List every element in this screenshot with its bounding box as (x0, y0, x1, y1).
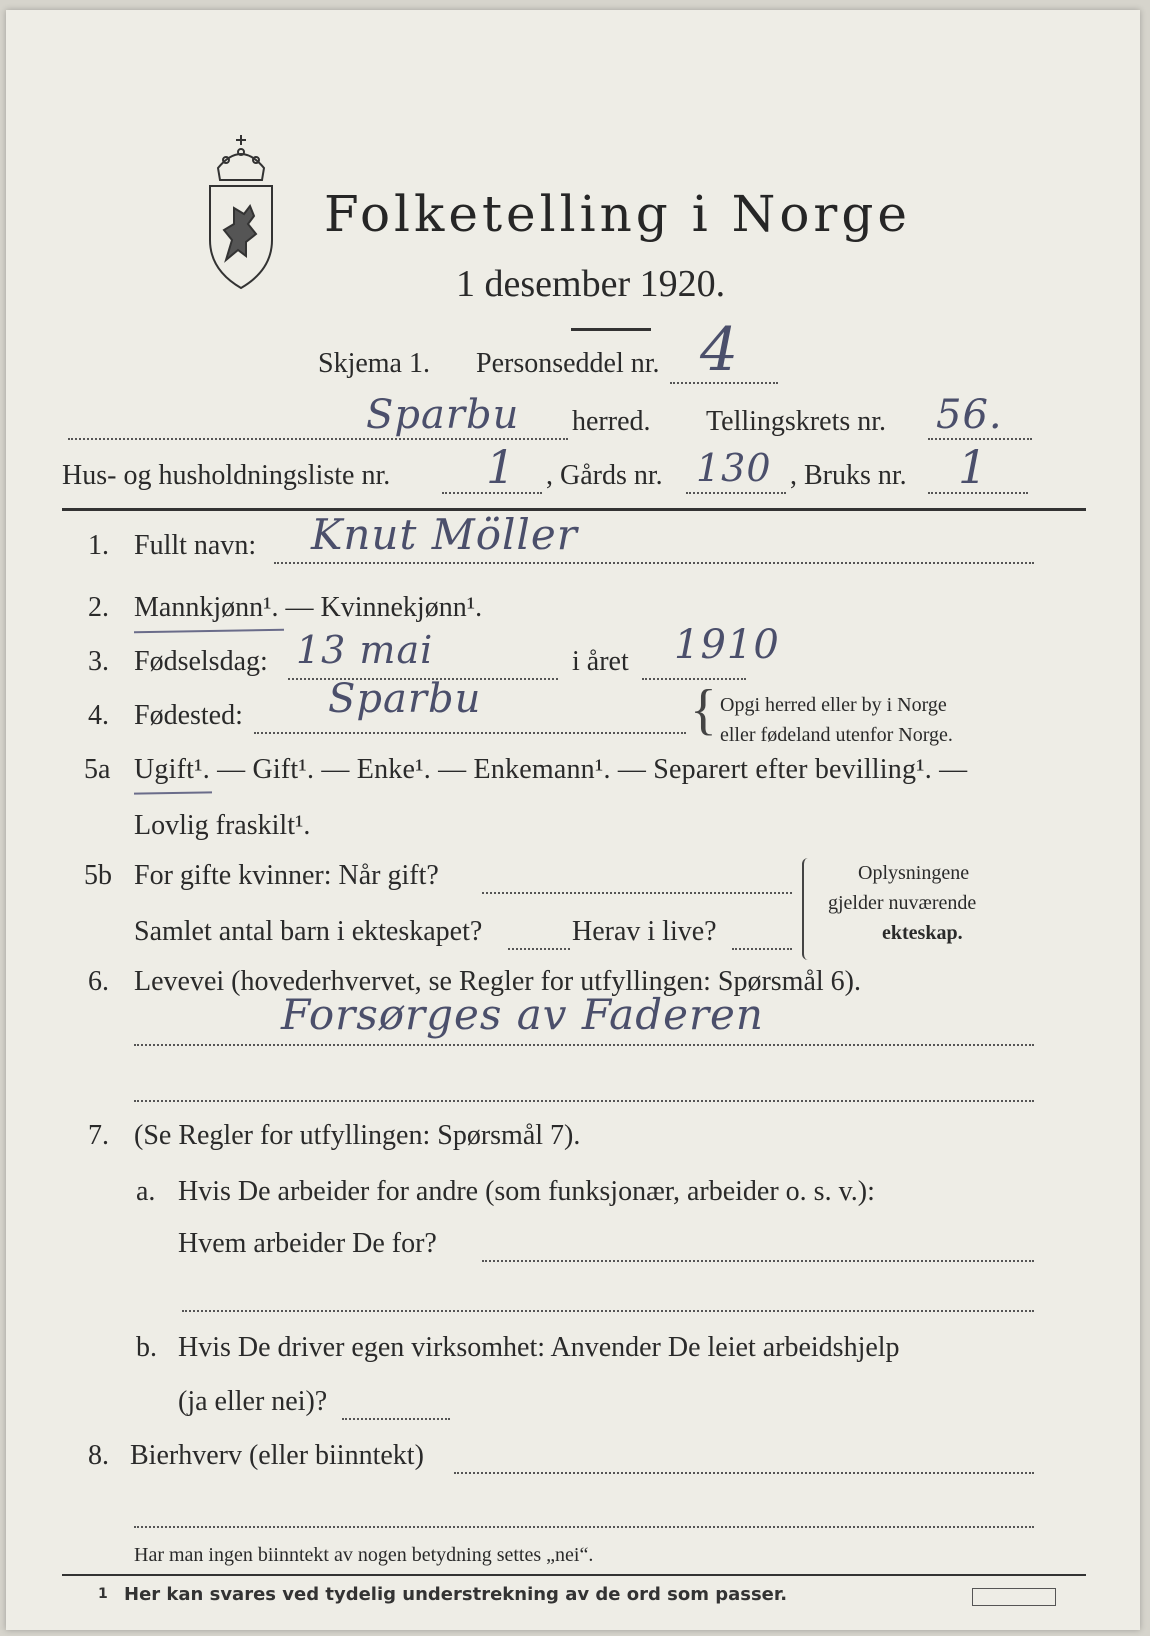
husholdningsliste-value: 1 (486, 440, 517, 494)
tellingskrets-label: Tellingskrets nr. (706, 406, 887, 437)
census-form (6, 10, 1140, 1630)
q5b-note-1: Oplysningene (858, 862, 970, 884)
footnote-mark: 1 (98, 1586, 108, 1602)
q5a-number: 5a (84, 754, 111, 785)
children-alive-field[interactable] (732, 948, 792, 950)
birthplace-note-1: Opgi herred eller by i Norge (720, 694, 947, 716)
q5b-note-3: ekteskap. (882, 922, 963, 944)
footer-note: Har man ingen biinntekt av nogen betydning settes „nei“. (134, 1544, 594, 1566)
tellingskrets-value: 56. (936, 392, 1003, 438)
bruks-value: 1 (958, 440, 989, 494)
children-total-field[interactable] (508, 948, 570, 950)
q5b-married-when-label: For gifte kvinner: Når gift? (134, 860, 439, 891)
q6-label: Levevei (hovederhvervet, se Regler for utfyllingen: Spørsmål 6). (134, 966, 861, 997)
q8-number: 8. (88, 1440, 109, 1471)
mannkjonn-underline (134, 629, 284, 634)
herred-label: herred. (572, 406, 651, 437)
q7b-line-2: (ja eller nei)? (178, 1386, 328, 1417)
birthplace-note-2: eller fødeland utenfor Norge. (720, 724, 953, 746)
footer-divider (62, 1574, 1086, 1576)
personseddel-value: 4 (700, 315, 740, 385)
q8-label: Bierhverv (eller biinntekt) (130, 1440, 424, 1471)
q1-label: Fullt navn: (134, 530, 257, 561)
personseddel-label: Personseddel nr. (476, 348, 660, 379)
q7-number: 7. (88, 1120, 109, 1151)
birthday-value: 13 mai (296, 628, 434, 672)
q5b-alive-label: Herav i live? (572, 916, 717, 947)
birthplace-field[interactable] (254, 732, 686, 734)
occupation-field-1[interactable] (134, 1044, 1034, 1046)
hired-help-field[interactable] (342, 1418, 450, 1420)
side-income-field-1[interactable] (454, 1472, 1034, 1474)
occupation-field-2[interactable] (134, 1100, 1034, 1102)
q4-label: Fødested: (134, 700, 243, 731)
gards-value: 130 (696, 446, 772, 490)
q5b-children-label: Samlet antal barn i ekteskapet? (134, 916, 483, 947)
q5b-bracket (802, 858, 814, 960)
q5a-options-1: Ugift¹. — Gift¹. — Enke¹. — Enkemann¹. — Separert efter bevilling¹. — (134, 754, 968, 785)
birthplace-brace: { (690, 679, 717, 741)
q3-number: 3. (88, 646, 109, 677)
employer-field-1[interactable] (482, 1260, 1034, 1262)
q3-label: Fødselsdag: (134, 646, 268, 677)
form-date: 1 desember 1920. (456, 263, 726, 305)
q7-label: (Se Regler for utfyllingen: Spørsmål 7). (134, 1120, 581, 1151)
skjema-label: Skjema 1. (318, 348, 430, 379)
birth-year-value: 1910 (674, 622, 780, 668)
title-divider (571, 328, 651, 331)
employer-field-2[interactable] (182, 1310, 1034, 1312)
footnote-text: Her kan svares ved tydelig understrekning av de ord som passer. (124, 1584, 788, 1605)
norwegian-coat-of-arms-icon (196, 130, 286, 295)
q1-number: 1. (88, 530, 109, 561)
side-income-field-2[interactable] (134, 1526, 1034, 1528)
ugift-underline (134, 791, 212, 794)
q4-number: 4. (88, 700, 109, 731)
gards-label: , Gårds nr. (546, 460, 663, 491)
herred-value: Sparbu (366, 392, 520, 438)
full-name-value: Knut Möller (311, 510, 578, 559)
full-name-field[interactable] (274, 562, 1034, 564)
bruks-label: , Bruks nr. (790, 460, 907, 491)
q7b-line-1: Hvis De driver egen virksomhet: Anvender De leiet arbeidshjelp (178, 1332, 900, 1363)
q2-number: 2. (88, 592, 109, 623)
printer-stamp (972, 1588, 1056, 1606)
q5b-number: 5b (84, 860, 112, 891)
q2-options: Mannkjønn¹. — Kvinnekjønn¹. (134, 592, 483, 623)
bleed-through-text (900, 60, 1140, 1560)
q5a-options-2: Lovlig fraskilt¹. (134, 810, 311, 841)
q5b-note-2: gjelder nuværende (828, 892, 977, 914)
q7a-line-2: Hvem arbeider De for? (178, 1228, 437, 1259)
occupation-value: Forsørges av Faderen (281, 990, 764, 1039)
husholdningsliste-label: Hus- og husholdningsliste nr. (62, 460, 391, 491)
birthplace-value: Sparbu (328, 676, 482, 722)
form-title: Folketelling i Norge (324, 185, 911, 243)
gards-field[interactable] (686, 492, 786, 494)
q7b-letter: b. (136, 1332, 157, 1363)
q7a-line-1: Hvis De arbeider for andre (som funksjonær, arbeider o. s. v.): (178, 1176, 875, 1207)
q6-number: 6. (88, 966, 109, 997)
year-label: i året (572, 646, 629, 677)
married-when-field[interactable] (482, 892, 792, 894)
q7a-letter: a. (136, 1176, 156, 1207)
